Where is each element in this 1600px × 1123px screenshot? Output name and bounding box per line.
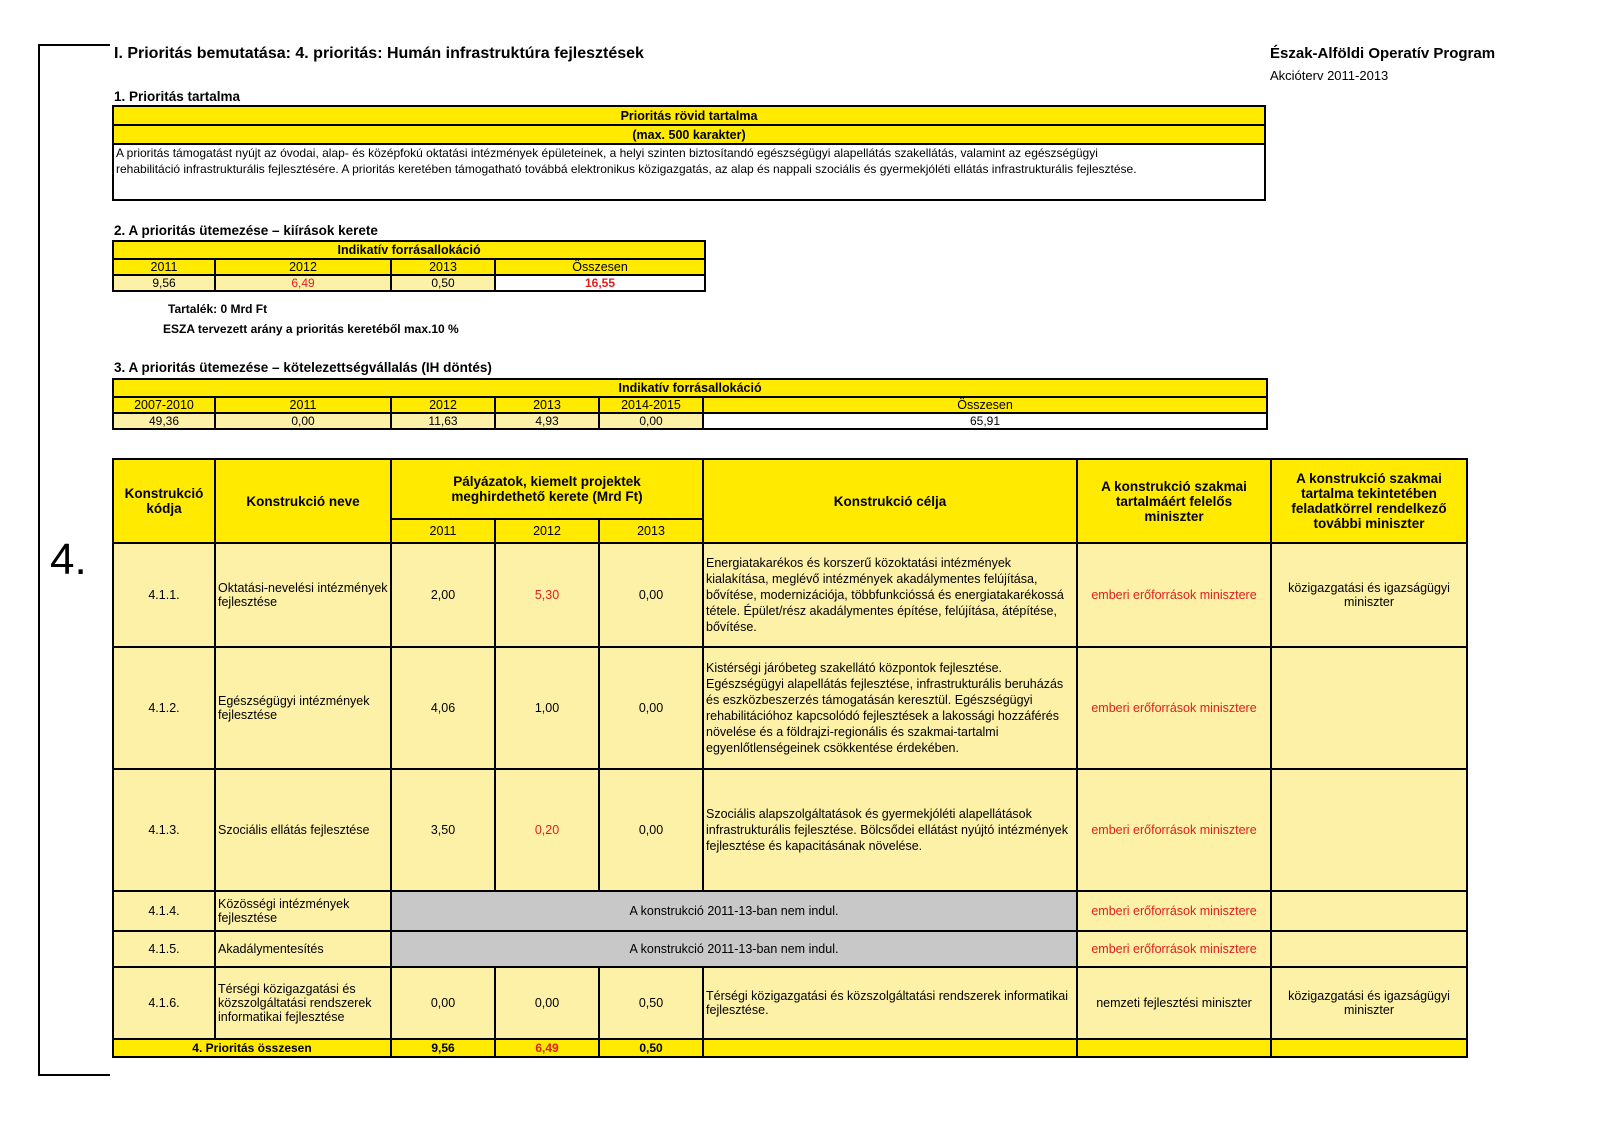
row-2012: 0,00: [495, 967, 599, 1039]
alloc2-val-2011: 0,00: [215, 413, 391, 429]
table-row: [113, 891, 1467, 931]
row-2011: 4,06: [391, 647, 495, 769]
row-other-minister: [1271, 647, 1467, 769]
section3-heading: 3. A prioritás ütemezése – kötelezettségvállalás (IH döntés): [114, 360, 492, 375]
alloc1-col-2013: 2013: [391, 259, 495, 275]
alloc2-col-2011: 2011: [215, 397, 391, 413]
header-year-2013: 2013: [599, 519, 703, 543]
row-2011: 0,00: [391, 967, 495, 1039]
section1-heading: 1. Prioritás tartalma: [114, 89, 241, 104]
row-2011: 3,50: [391, 769, 495, 891]
row-other-minister: [1271, 931, 1467, 967]
total-empty-goal: [703, 1039, 1077, 1057]
section2-heading: 2. A prioritás ütemezése – kiírások kerete: [114, 223, 378, 238]
content-text-line-2: rehabilitáció infrastrukturális fejlesztésére. A prioritás keretében támogatható továbbá elektronikus közigazgatás, az alap és nappali szociális és gyermekjóléti ellátás infrastrukturális fejlesztése.: [116, 162, 1137, 176]
total-row: [113, 1039, 1467, 1057]
header-minister: A konstrukció szakmai tartalmáért felelős miniszter: [1077, 459, 1271, 543]
row-other-minister: közigazgatási és igazságügyi miniszter: [1271, 543, 1467, 647]
alloc2-col-2007-2010: 2007-2010: [113, 397, 215, 413]
header-code: Konstrukció kódja: [113, 459, 215, 543]
table-row: [113, 647, 1467, 769]
alloc2-val-2013: 4,93: [495, 413, 599, 429]
row-code: 4.1.4.: [113, 891, 215, 931]
allocation-1-title: Indikatív forrásallokáció: [113, 241, 705, 259]
alloc1-col-total: Összesen: [495, 259, 705, 275]
header-year-2011: 2011: [391, 519, 495, 543]
row-name: Akadálymentesítés: [215, 931, 391, 967]
total-empty-other: [1271, 1039, 1467, 1057]
header-name: Konstrukció neve: [215, 459, 391, 543]
row-minister: emberi erőforrások minisztere: [1077, 543, 1271, 647]
construction-table: [112, 458, 1468, 1058]
allocation-table-1: [112, 240, 706, 292]
row-2013: 0,00: [599, 769, 703, 891]
plan-name: Akcióterv 2011-2013: [1270, 68, 1389, 83]
alloc1-col-2012: 2012: [215, 259, 391, 275]
table-row: [113, 931, 1467, 967]
header-budget: Pályázatok, kiemelt projektek meghirdethető kerete (Mrd Ft): [391, 459, 703, 519]
alloc2-col-2012: 2012: [391, 397, 495, 413]
page-title: I. Prioritás bemutatása: 4. prioritás: Humán infrastruktúra fejlesztések: [114, 45, 644, 62]
row-minister: emberi erőforrások minisztere: [1077, 647, 1271, 769]
row-not-started: A konstrukció 2011-13-ban nem indul.: [391, 891, 1077, 931]
content-text-line-1: A prioritás támogatást nyújt az óvodai, alap- és középfokú oktatási intézmények épületeinek, a helyi szinten biztosítandó egészségügyi alapellátás szakellátás, valamint az egészségügyi: [116, 146, 1098, 160]
total-2011: 9,56: [391, 1039, 495, 1057]
row-code: 4.1.1.: [113, 543, 215, 647]
row-other-minister: közigazgatási és igazságügyi miniszter: [1271, 967, 1467, 1039]
row-name: Szociális ellátás fejlesztése: [215, 769, 391, 891]
total-label: 4. Prioritás összesen: [113, 1039, 391, 1057]
content-text: [113, 144, 1265, 200]
total-2013: 0,50: [599, 1039, 703, 1057]
alloc1-val-2012: 6,49: [215, 275, 391, 291]
alloc2-val-2012: 11,63: [391, 413, 495, 429]
row-2012: 5,30: [495, 543, 599, 647]
row-code: 4.1.3.: [113, 769, 215, 891]
row-goal: Térségi közigazgatási és közszolgáltatási rendszerek informatikai fejlesztése.: [703, 967, 1077, 1039]
row-other-minister: [1271, 769, 1467, 891]
row-code: 4.1.5.: [113, 931, 215, 967]
row-other-minister: [1271, 891, 1467, 931]
row-minister: emberi erőforrások minisztere: [1077, 891, 1271, 931]
alloc1-col-2011: 2011: [113, 259, 215, 275]
row-not-started: A konstrukció 2011-13-ban nem indul.: [391, 931, 1077, 967]
row-2011: 2,00: [391, 543, 495, 647]
allocation-2-title: Indikatív forrásallokáció: [113, 379, 1267, 397]
header-year-2012: 2012: [495, 519, 599, 543]
allocation-table-2: [112, 378, 1268, 430]
row-2012: 0,20: [495, 769, 599, 891]
row-2013: 0,50: [599, 967, 703, 1039]
header-other-minister: A konstrukció szakmai tartalma tekintetében feladatkörrel rendelkező további miniszter: [1271, 459, 1467, 543]
alloc1-val-2011: 9,56: [113, 275, 215, 291]
alloc1-val-2013: 0,50: [391, 275, 495, 291]
priority-number: 4.: [50, 535, 87, 584]
alloc2-val-2007-2010: 49,36: [113, 413, 215, 429]
total-empty-minister: [1077, 1039, 1271, 1057]
content-box-title: Prioritás rövid tartalma: [113, 106, 1265, 125]
row-2013: 0,00: [599, 543, 703, 647]
row-code: 4.1.6.: [113, 967, 215, 1039]
total-2012: 6,49: [495, 1039, 599, 1057]
alloc2-val-total: 65,91: [703, 413, 1267, 429]
header-goal: Konstrukció célja: [703, 459, 1077, 543]
row-name: Egészségügyi intézmények fejlesztése: [215, 647, 391, 769]
table-row: [113, 543, 1467, 647]
row-name: Oktatási-nevelési intézmények fejlesztése: [215, 543, 391, 647]
alloc2-col-2014-2015: 2014-2015: [599, 397, 703, 413]
row-minister: emberi erőforrások minisztere: [1077, 769, 1271, 891]
esza-note: ESZA tervezett arány a prioritás keretéből max.10 %: [163, 322, 459, 336]
program-name: Észak-Alföldi Operatív Program: [1270, 45, 1496, 62]
row-name: Közösségi intézmények fejlesztése: [215, 891, 391, 931]
row-goal: Kistérségi járóbeteg szakellátó központok fejlesztése. Egészségügyi alapellátás fejlesztése, infrastrukturális beruházás és eszközbeszerzés támogatásán keresztül. Egészségügyi rehabilitációhoz kapcsolódó fejlesztések a lakossági hozzáférés növelése és a földrajzi-regionális és szakmai-tartalmi egyenlőtlenségeinek csökkentése érdekében.: [703, 647, 1077, 769]
row-2013: 0,00: [599, 647, 703, 769]
priority-content-table: [112, 105, 1266, 201]
row-2012: 1,00: [495, 647, 599, 769]
alloc2-val-2014-2015: 0,00: [599, 413, 703, 429]
row-goal: Szociális alapszolgáltatások és gyermekjóléti alapellátások infrastrukturális fejlesztése. Bölcsődei ellátást nyújtó intézmények fejlesztése és kapacitásának növelése.: [703, 769, 1077, 891]
row-code: 4.1.2.: [113, 647, 215, 769]
alloc1-val-total: 16,55: [495, 275, 705, 291]
row-minister: nemzeti fejlesztési miniszter: [1077, 967, 1271, 1039]
table-row: [113, 769, 1467, 891]
table-row: [113, 967, 1467, 1039]
alloc2-col-2013: 2013: [495, 397, 599, 413]
content-box-subtitle: (max. 500 karakter): [113, 125, 1265, 144]
row-goal: Energiatakarékos és korszerű közoktatási intézmények kialakítása, meglévő intézmények akadálymentes felújítása, bővítése, modernizációja, többfunkcióssá és energiatakarékossá tétele. Épület/rész akadálymentes építése, felújítása, átépítése, bővítése.: [703, 543, 1077, 647]
row-minister: emberi erőforrások minisztere: [1077, 931, 1271, 967]
alloc2-col-total: Összesen: [703, 397, 1267, 413]
reserve-note: Tartalék: 0 Mrd Ft: [168, 302, 268, 316]
row-name: Térségi közigazgatási és közszolgáltatási rendszerek informatikai fejlesztése: [215, 967, 391, 1039]
